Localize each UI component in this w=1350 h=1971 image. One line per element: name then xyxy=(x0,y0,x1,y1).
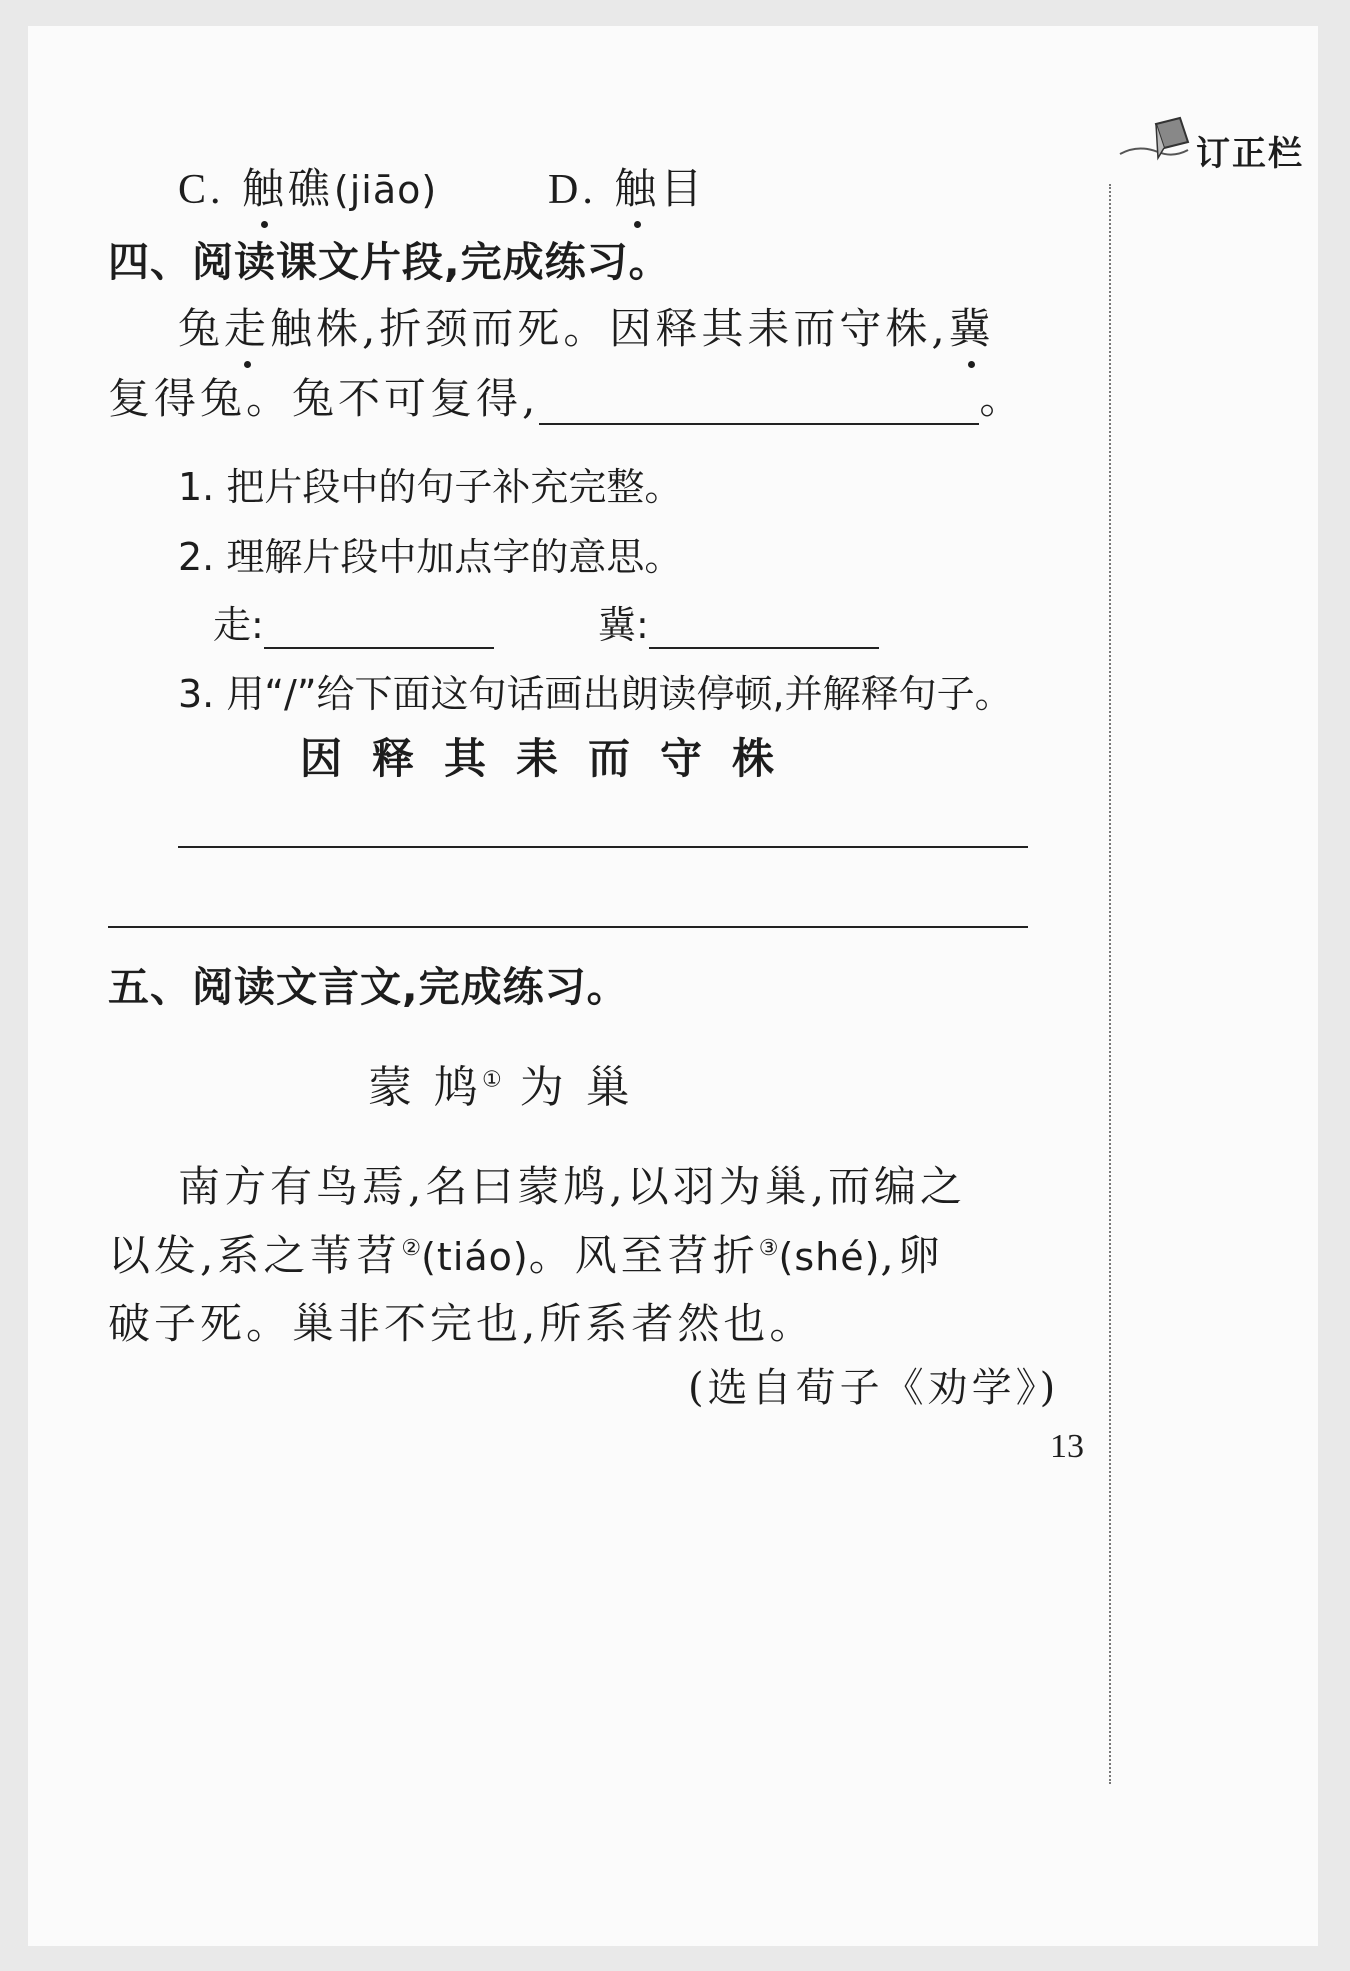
option-d-word: 触目 xyxy=(614,164,706,213)
passage-line-3: 破子死。巢非不完也,所系者然也。 xyxy=(108,1299,816,1348)
workbook-page xyxy=(28,26,1318,1946)
option-d: D. 触目 xyxy=(548,156,706,216)
footnote-2: ② xyxy=(401,1236,422,1261)
footnote-3: ③ xyxy=(758,1236,779,1261)
correction-label: 订正栏 xyxy=(1196,134,1304,174)
dotted-char-zou: 走 xyxy=(224,296,270,356)
question-3-sentence: 因释其耒而守株 xyxy=(300,734,805,783)
correction-column-divider xyxy=(1109,184,1111,1784)
question-3: 3. 用“/”给下面这句话画出朗读停顿,并解释句子。 xyxy=(178,672,1013,716)
passage-line-2: 以发,系之苇苕②(tiáo)。风至苕折③(shé),卵 xyxy=(108,1231,944,1280)
question-1: 1. 把片段中的句子补充完整。 xyxy=(178,465,683,509)
question-2-answers: 走: 冀: xyxy=(213,594,879,649)
passage-line-1: 南方有鸟焉,名曰蒙鸠,以羽为巢,而编之 xyxy=(178,1162,967,1211)
answer-line-2[interactable] xyxy=(108,926,1028,928)
answer-blank-zou[interactable] xyxy=(264,603,494,649)
passage-title: 蒙 鸠① 为 巢 xyxy=(368,1062,634,1113)
section5-heading: 五、阅读文言文,完成练习。 xyxy=(108,963,629,1011)
option-c-word: 触礁 xyxy=(242,164,334,213)
passage-source: (选自荀子《劝学》) xyxy=(688,1365,1060,1411)
page-number: 13 xyxy=(1050,1428,1084,1465)
answer-line-1[interactable] xyxy=(178,846,1028,848)
section4-passage-line2: 复得兔。兔不可复得, 。 xyxy=(108,374,1026,423)
dotted-char-ji: 冀 xyxy=(949,296,995,356)
section4-heading: 四、阅读课文片段,完成练习。 xyxy=(108,238,671,286)
option-c: C. 触礁(jiāo) xyxy=(178,156,437,216)
section4-passage-line1: 兔走触株,折颈而死。因释其耒而守株,冀 xyxy=(178,296,995,356)
question-2: 2. 理解片段中加点字的意思。 xyxy=(178,535,683,579)
pencil-icon xyxy=(1118,114,1198,174)
answer-blank-ji[interactable] xyxy=(649,603,879,649)
fill-blank-sentence[interactable] xyxy=(539,374,979,425)
correction-column-header xyxy=(1118,114,1338,174)
